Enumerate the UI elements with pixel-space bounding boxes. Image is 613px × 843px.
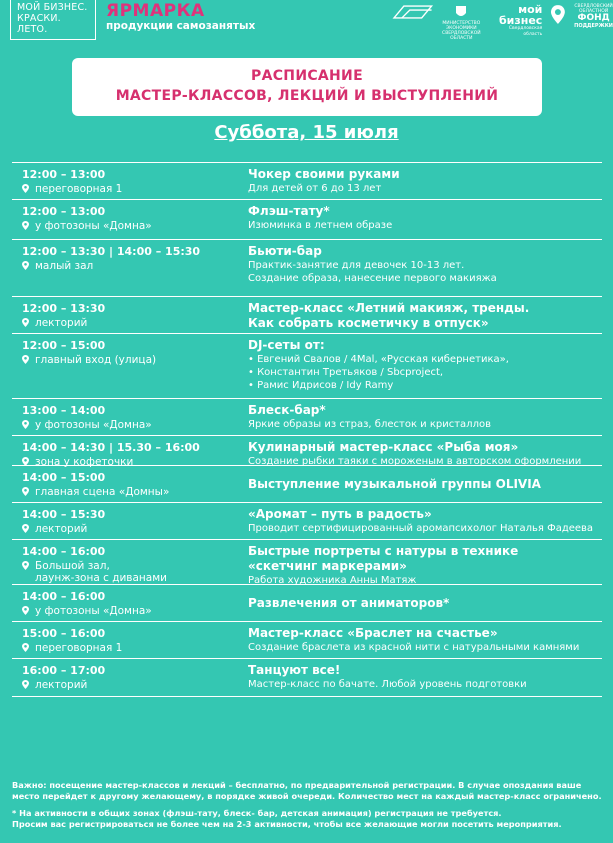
location-pin-icon	[22, 420, 29, 429]
session-title: Быстрые портреты с натуры в технике	[248, 544, 519, 558]
session-time: 14:00 – 16:00	[22, 590, 106, 603]
session-description: • Евгений Свалов / 4Mal, «Русская кибернетика»,	[248, 354, 509, 365]
fair-title: ЯРМАРКА	[106, 1, 205, 21]
schedule-row	[12, 334, 602, 399]
partner-logos	[392, 3, 613, 41]
schedule-row	[12, 466, 602, 503]
brand-line: КРАСКИ.	[17, 13, 61, 24]
coat-of-arms-icon	[453, 4, 469, 20]
session-description: Изюминка в летнем образе	[248, 220, 393, 231]
schedule-row	[12, 436, 602, 466]
session-title: Мастер-класс «Браслет на счастье»	[248, 626, 498, 640]
session-title: Блеск-бар*	[248, 403, 326, 417]
fund-logo	[574, 4, 613, 29]
session-time: 12:00 – 13:30 | 14:00 – 15:30	[22, 245, 201, 258]
location-text: переговорная 1	[35, 642, 123, 654]
fair-logo	[106, 2, 255, 32]
region-text: Свердловская область	[508, 26, 543, 37]
banner-line: МАСТЕР-КЛАССОВ, ЛЕКЦИЙ И ВЫСТУПЛЕНИЙ	[115, 88, 499, 104]
location-text: зона у кофеточки	[35, 456, 134, 468]
session-description: Яркие образы из страз, блесток и кристаллов	[248, 419, 491, 430]
session-location	[22, 220, 152, 233]
banner-line: РАСПИСАНИЕ	[251, 68, 363, 84]
brand-box	[10, 0, 96, 40]
location-pin-icon	[22, 261, 29, 270]
session-location	[22, 486, 169, 499]
schedule-row	[12, 297, 602, 334]
location-pin-icon	[22, 561, 29, 570]
session-title: «скетчинг маркерами»	[248, 559, 407, 573]
session-title: Флэш-тату*	[248, 204, 330, 218]
biznes-text: бизнес	[498, 14, 543, 27]
location-pin-icon	[22, 457, 29, 466]
moy-biznes-logo	[489, 4, 542, 38]
location-text: у фотозоны «Домна»	[35, 605, 152, 617]
partner-stripes-icon	[392, 4, 434, 20]
brand-line: ЛЕТО.	[17, 24, 48, 35]
location-pin-icon	[22, 524, 29, 533]
session-title: Выступление музыкальной группы OLIVIA	[248, 477, 541, 491]
schedule-row	[12, 399, 602, 436]
location-text: лекторий	[35, 679, 88, 691]
session-title: Чокер своими руками	[248, 167, 400, 181]
schedule-row	[12, 622, 602, 659]
session-description: • Рамис Идрисов / Idy Ramy	[248, 380, 394, 391]
schedule-row	[12, 163, 602, 200]
session-location	[22, 642, 122, 655]
schedule-banner	[72, 58, 542, 116]
top-bar	[0, 0, 613, 50]
session-time: 16:00 – 17:00	[22, 664, 106, 677]
session-time: 14:00 – 14:30 | 15.30 – 16:00	[22, 441, 200, 454]
session-description: Мастер-класс по бачате. Любой уровень подготовки	[248, 679, 527, 690]
location-pin-icon	[22, 221, 29, 230]
session-title: Развлечения от аниматоров*	[248, 596, 450, 610]
session-location	[22, 419, 152, 432]
session-time: 14:00 – 15:00	[22, 471, 106, 484]
location-text: лекторий	[35, 317, 88, 329]
location-text: лекторий	[35, 523, 88, 535]
moy-text: мой	[518, 3, 543, 16]
footer-note: Просим вас регистрироваться не более чем на 2-3 активности, чтобы все желающие могли посетить мероприятия.	[12, 819, 562, 829]
session-description: Работа художника Анны Матяж	[248, 575, 417, 586]
location-text: малый зал	[35, 260, 94, 272]
session-time: 15:00 – 16:00	[22, 627, 106, 640]
schedule-row	[12, 503, 602, 540]
ministry-text: МИНИСТЕРСТВО ЭКОНОМИКИ	[442, 21, 481, 31]
session-time: 14:00 – 15:30	[22, 508, 106, 521]
schedule-table	[12, 162, 602, 697]
session-description: Создание браслета из красной нити с натуральными камнями	[248, 642, 580, 653]
session-time: 12:00 – 13:00	[22, 205, 106, 218]
footer-notes	[12, 780, 606, 830]
location-text: у фотозоны «Домна»	[35, 220, 152, 232]
location-pin-icon	[22, 606, 29, 615]
session-description: • Константин Третьяков / Sbcproject,	[248, 367, 444, 378]
location-text: Большой зал,	[35, 560, 110, 572]
session-description: Для детей от 6 до 13 лет	[248, 183, 382, 194]
session-time: 13:00 – 14:00	[22, 404, 106, 417]
session-description: Практик-занятие для девочек 10-13 лет.	[248, 260, 465, 271]
location-pin-icon	[22, 184, 29, 193]
session-time: 12:00 – 13:00	[22, 168, 106, 181]
session-description: Создание образа, нанесение первого макияжа	[248, 273, 497, 284]
session-location	[22, 317, 87, 330]
session-title: Мастер-класс «Летний макияж, тренды.	[248, 301, 530, 315]
schedule-row	[12, 240, 602, 297]
fund-text: ФОНД	[577, 13, 610, 23]
footer-note: Важно: посещение мастер-классов и лекций – бесплатно, по предварительной регистрации. В случае опоздания ваше место перейдет к другому желающему, в порядке живой очереди. Количество мест на каждый мастер-класс ограничено.	[12, 780, 602, 801]
session-title: «Аромат – путь в радость»	[248, 507, 432, 521]
ministry-logo	[442, 4, 482, 41]
location-text: главная сцена «Домны»	[35, 486, 170, 498]
session-location	[22, 183, 122, 196]
fund-text: ПОДДЕРЖКИ	[574, 23, 613, 29]
session-location	[22, 605, 152, 618]
session-title: Танцуют все!	[248, 663, 341, 677]
session-description: Проводит сертифицированный аромапсихолог Наталья Фадеева	[248, 523, 594, 534]
fund-text: СВЕРДЛОВСКИЙ	[574, 4, 613, 9]
location-pin-icon	[22, 487, 29, 496]
session-title: Кулинарный мастер-класс «Рыба моя»	[248, 440, 519, 454]
footer-note: * На активности в общих зонах (флэш-тату, блеск- бар, детская анимация) регистрация не требуется.	[12, 808, 502, 818]
session-title: Бьюти-бар	[248, 244, 322, 258]
location-text: у фотозоны «Домна»	[35, 419, 152, 431]
location-text: лаунж-зона с диванами	[35, 572, 167, 584]
fair-subtitle: продукции самозанятых	[106, 20, 256, 32]
session-location	[22, 523, 87, 536]
session-location	[22, 354, 156, 367]
ministry-text: СВЕРДЛОВСКОЙ ОБЛАСТИ	[442, 31, 481, 41]
location-pin-icon	[22, 680, 29, 689]
schedule-row	[12, 540, 602, 585]
session-location	[22, 260, 93, 273]
event-date: Суббота, 15 июля	[214, 122, 399, 143]
fund-text: ОБЛАСТНОЙ	[578, 9, 609, 14]
schedule-row	[12, 200, 602, 240]
location-pin-icon	[22, 318, 29, 327]
location-drop-icon	[550, 4, 566, 30]
location-text: переговорная 1	[35, 183, 123, 195]
schedule-row	[12, 585, 602, 622]
location-pin-icon	[22, 643, 29, 652]
session-location	[22, 572, 167, 585]
session-time: 12:00 – 13:30	[22, 302, 106, 315]
location-pin-icon	[22, 355, 29, 364]
session-location	[22, 679, 87, 692]
schedule-row	[12, 659, 602, 697]
session-time: 12:00 – 15:00	[22, 339, 106, 352]
brand-line: МОЙ БИЗНЕС.	[17, 2, 88, 13]
session-title: Как собрать косметичку в отпуск»	[248, 316, 489, 330]
location-text: главный вход (улица)	[35, 354, 157, 366]
session-title: DJ-сеты от:	[248, 338, 325, 352]
session-description: Создание рыбки таяки с мороженым в авторском оформлении	[248, 456, 582, 467]
session-time: 14:00 – 16:00	[22, 545, 106, 558]
